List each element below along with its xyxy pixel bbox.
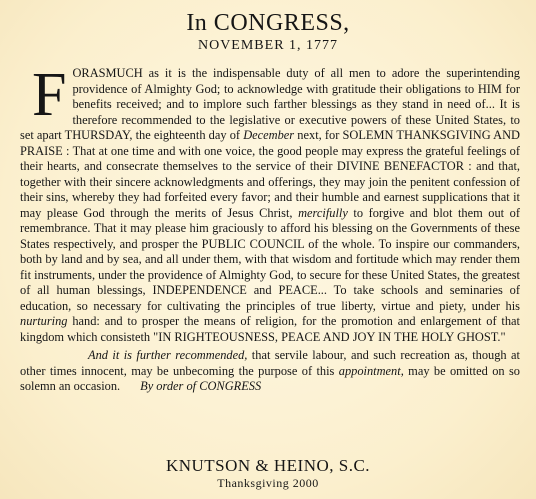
paragraph-2-end: may be omitted on so solemn an occasion. bbox=[20, 363, 520, 393]
page-title: In CONGRESS, bbox=[186, 10, 350, 36]
paragraph-2-start: And it is further recommended, bbox=[88, 348, 248, 362]
paragraph-1-start: ORASMUCH as it is the indispensable duty of all men to adore the superintending providence of Almighty God; to acknowledge with gratitude their obligations to HIM for benefits received; and to implore such farther blessings as they stand in need of... It is therefore recommended to the legislative or executive powers of these United States, to set apart THURSDAY, the eighteenth day of bbox=[20, 66, 520, 142]
paragraph-1-mid2: to forgive and blot them out of remembrance. That it may please him graciously to afford his blessing on the Governments of these States respectively, and prosper the PUBLIC COUNCIL of the whole. To inspire our commanders, both by land and by sea, and all under them, with that wisdom and fortitude which may render them fit instruments, under the providence of Almighty God, to secure for these United States, the greatest of all human blessings, INDEPENDENCE and PEACE... To take schools and seminaries of education, so necessary for cultivating the principles of true liberty, virtue and piety, under his bbox=[20, 205, 520, 313]
italic-mercifully: mercifully bbox=[298, 205, 348, 220]
italic-december: December bbox=[243, 128, 295, 142]
occasion-line: Thanksgiving 2000 bbox=[217, 476, 319, 490]
proclamation-text bbox=[20, 61, 520, 395]
paragraph-1-end: hand: and to prosper the means of religion, for the promotion and enlargement of that kingdom which consisteth "IN RIGHTEOUSNESS, PEACE AND JOY IN THE HOLY GHOST." bbox=[20, 314, 520, 344]
italic-appointment: appointment, bbox=[338, 363, 404, 378]
paragraph-2 bbox=[20, 348, 520, 395]
by-order-signature: By order of CONGRESS bbox=[140, 379, 262, 393]
proclamation-date: NOVEMBER 1, 1777 bbox=[197, 38, 339, 53]
paragraph-1 bbox=[20, 61, 520, 345]
paragraph-1-mid: next, for SOLEMN THANKSGIVING AND PRAISE : That at one time and with one voice, the good people may express the grateful feelings of their hearts, and consecrate themselves to the service of their DIVINE BENEFACTOR : and that, together with their sincere acknowledgments and offerings, they may join the penitent confession of their sins, whereby they had forfeited every favor; and their humble and earnest supplications that it may please God through the merits of Jesus Christ, bbox=[20, 128, 520, 220]
paragraph-2-mid: that servile labour, and such recreation as, though at other times innocent, may be unbecoming the purpose of this bbox=[20, 348, 520, 378]
italic-nurturing: nurturing bbox=[20, 314, 68, 328]
drop-cap: F bbox=[32, 61, 67, 129]
firm-name: KNUTSON & HEINO, S.C. bbox=[165, 456, 371, 475]
